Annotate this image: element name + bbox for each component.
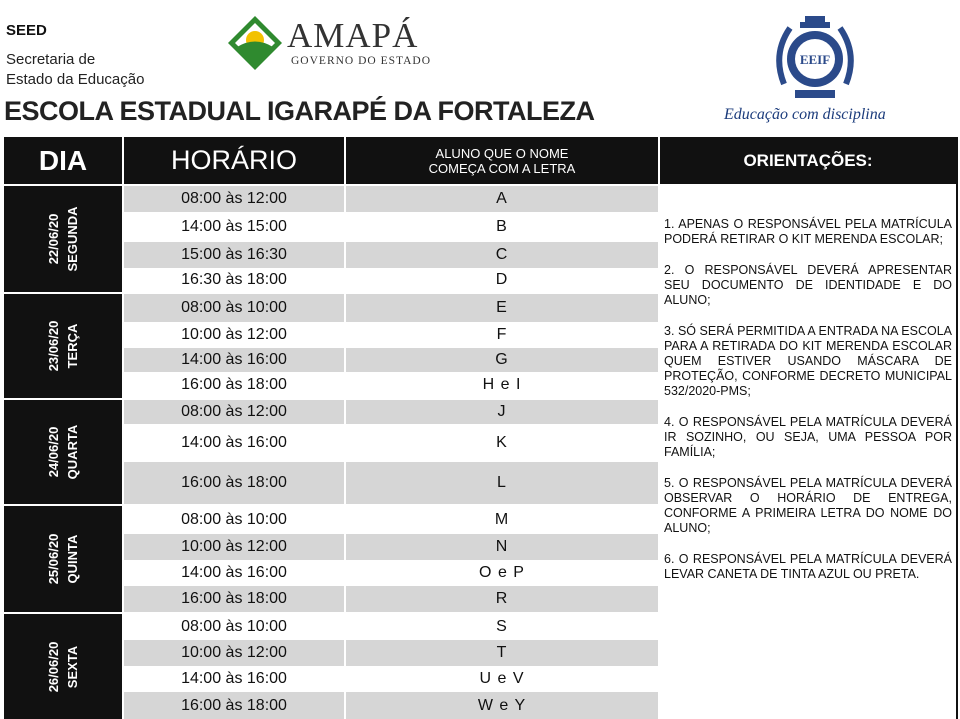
- row-letra: A: [346, 186, 658, 212]
- row-letra: R: [346, 586, 658, 612]
- day-cell: [4, 506, 122, 612]
- table-row: [124, 348, 658, 372]
- table-row: [124, 186, 658, 212]
- row-letra: F: [346, 322, 658, 348]
- row-letra: B: [346, 212, 658, 242]
- day-cell: [4, 400, 122, 504]
- column-header-horario: HORÁRIO: [124, 137, 344, 184]
- secretaria-line-2: Estado da Educação: [6, 71, 145, 88]
- day-date: 23/06/20: [46, 320, 61, 372]
- table-row: [124, 268, 658, 292]
- row-letra: O e P: [346, 560, 658, 586]
- day-cell: [4, 186, 122, 292]
- amapa-subtitle: GOVERNO DO ESTADO: [291, 55, 432, 67]
- day-weekday: SEGUNDA: [65, 206, 80, 272]
- day-date: 26/06/20: [46, 641, 61, 692]
- row-letra: J: [346, 400, 658, 424]
- school-crest-icon: [770, 14, 860, 109]
- table-row: [124, 242, 658, 268]
- table-row: [124, 506, 658, 534]
- column-header-dia: DIA: [4, 137, 122, 184]
- orientacao-item: 3. SÓ SERÁ PERMITIDA A ENTRADA NA ESCOLA PARA A RETIRADA DO KIT MERENDA ESCOLAR QUEM ESTIVER USANDO MÁSCARA DE PROTEÇÃO, CONFORME DECRETO MUNICIPAL 532/2020-PMS;: [664, 324, 952, 398]
- day-cell: [4, 614, 122, 719]
- row-letra: L: [346, 462, 658, 504]
- table-row: [124, 372, 658, 398]
- row-horario: 08:00 às 10:00: [124, 614, 344, 640]
- day-weekday: QUINTA: [65, 534, 80, 584]
- orientacao-item: 4. O RESPONSÁVEL PELA MATRÍCULA DEVERÁ IR SOZINHO, OU SEJA, UMA PESSOA POR FAMÍLIA;: [664, 415, 952, 459]
- table-row: [124, 400, 658, 424]
- day-date: 25/06/20: [46, 533, 61, 585]
- right-border: [956, 137, 958, 719]
- amapa-name: AMAPÁ: [287, 16, 419, 55]
- table-row: [124, 666, 658, 692]
- row-horario: 10:00 às 12:00: [124, 640, 344, 666]
- column-header-letra: [346, 137, 658, 184]
- day-date: 22/06/20: [46, 213, 61, 265]
- row-letra: K: [346, 424, 658, 462]
- table-row: [124, 462, 658, 504]
- row-horario: 10:00 às 12:00: [124, 322, 344, 348]
- day-date: 24/06/20: [46, 426, 61, 478]
- row-horario: 08:00 às 12:00: [124, 400, 344, 424]
- orientacao-item: 5. O RESPONSÁVEL PELA MATRÍCULA DEVERÁ OBSERVAR O HORÁRIO DE ENTREGA, CONFORME A PRIMEIRA LETRA DO NOME DO ALUNO;: [664, 476, 952, 535]
- row-horario: 16:00 às 18:00: [124, 692, 344, 719]
- table-row: [124, 614, 658, 640]
- row-letra: N: [346, 534, 658, 560]
- row-horario: 08:00 às 10:00: [124, 294, 344, 322]
- row-letra: T: [346, 640, 658, 666]
- column-header-orientacoes: ORIENTAÇÕES:: [660, 137, 956, 184]
- row-horario: 15:00 às 16:30: [124, 242, 344, 268]
- orientacoes-panel: [664, 217, 952, 598]
- secretaria-line-1: Secretaria de: [6, 51, 96, 68]
- row-horario: 14:00 às 16:00: [124, 666, 344, 692]
- row-horario: 14:00 às 15:00: [124, 212, 344, 242]
- day-label: [44, 534, 82, 585]
- row-letra: W e Y: [346, 692, 658, 719]
- table-row: [124, 322, 658, 348]
- row-horario: 14:00 às 16:00: [124, 424, 344, 462]
- table-row: [124, 586, 658, 612]
- crest-text: EEIF: [799, 52, 831, 67]
- day-label: [44, 425, 82, 480]
- seed-label: SEED: [6, 22, 47, 39]
- row-horario: 16:30 às 18:00: [124, 268, 344, 292]
- row-horario: 14:00 às 16:00: [124, 348, 344, 372]
- row-horario: 16:00 às 18:00: [124, 462, 344, 504]
- orientacao-item: 1. APENAS O RESPONSÁVEL PELA MATRÍCULA PODERÁ RETIRAR O KIT MERENDA ESCOLAR;: [664, 217, 952, 246]
- row-letra: G: [346, 348, 658, 372]
- school-name: ESCOLA ESTADUAL IGARAPÉ DA FORTALEZA: [4, 96, 595, 126]
- table-row: [124, 534, 658, 560]
- day-weekday: TERÇA: [65, 323, 80, 369]
- column-header-letra-line-1: ALUNO QUE O NOME: [435, 145, 569, 161]
- row-letra: C: [346, 242, 658, 268]
- table-row: [124, 424, 658, 462]
- row-horario: 16:00 às 18:00: [124, 372, 344, 398]
- day-label: [44, 321, 82, 372]
- page-header: [0, 0, 960, 135]
- school-motto: Educação com disciplina: [724, 106, 886, 123]
- row-horario: 08:00 às 12:00: [124, 186, 344, 212]
- column-header-letra-line-2: COMEÇA COM A LETRA: [428, 160, 576, 176]
- table-row: [124, 692, 658, 719]
- orientacao-item: 2. O RESPONSÁVEL DEVERÁ APRESENTAR SEU DOCUMENTO DE IDENTIDADE E DO ALUNO;: [664, 263, 952, 307]
- day-weekday: QUARTA: [65, 424, 80, 480]
- row-horario: 14:00 às 16:00: [124, 560, 344, 586]
- row-horario: 10:00 às 12:00: [124, 534, 344, 560]
- row-letra: S: [346, 614, 658, 640]
- row-horario: 08:00 às 10:00: [124, 506, 344, 534]
- row-letra: M: [346, 506, 658, 534]
- row-horario: 16:00 às 18:00: [124, 586, 344, 612]
- row-letra: H e I: [346, 372, 658, 398]
- row-letra: D: [346, 268, 658, 292]
- table-row: [124, 212, 658, 242]
- table-row: [124, 640, 658, 666]
- day-label: [44, 641, 82, 692]
- day-weekday: SEXTA: [65, 645, 80, 688]
- day-cell: [4, 294, 122, 398]
- table-row: [124, 294, 658, 322]
- table-row: [124, 560, 658, 586]
- row-letra: E: [346, 294, 658, 322]
- orientacao-item: 6. O RESPONSÁVEL PELA MATRÍCULA DEVERÁ LEVAR CANETA DE TINTA AZUL OU PRETA.: [664, 552, 952, 581]
- day-label: [44, 206, 82, 271]
- amapa-logo-icon: [226, 14, 284, 77]
- row-letra: U e V: [346, 666, 658, 692]
